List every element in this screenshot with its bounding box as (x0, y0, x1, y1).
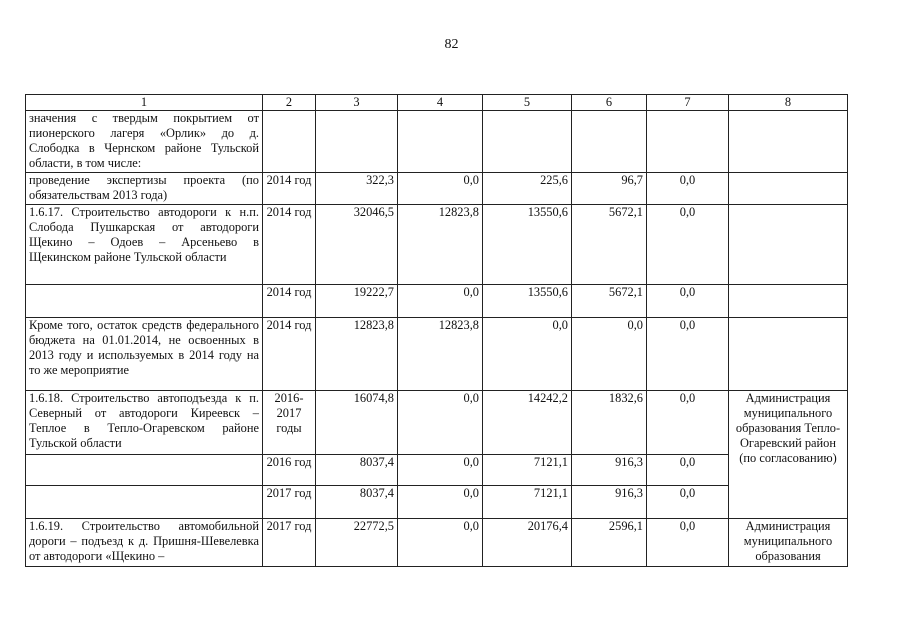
period-cell: 2017 год (263, 486, 316, 519)
value-cell: 13550,6 (483, 205, 572, 285)
value-cell: 7121,1 (483, 455, 572, 486)
responsible-cell (729, 318, 848, 391)
value-cell: 0,0 (647, 519, 729, 567)
value-cell: 0,0 (647, 455, 729, 486)
header-row (26, 95, 848, 111)
value-cell: 32046,5 (316, 205, 398, 285)
value-cell: 8037,4 (316, 455, 398, 486)
value-cell: 0,0 (647, 391, 729, 455)
value-cell: 322,3 (316, 173, 398, 205)
value-cell: 7121,1 (483, 486, 572, 519)
value-cell: 0,0 (398, 391, 483, 455)
value-cell: 14242,2 (483, 391, 572, 455)
table-row (26, 111, 848, 173)
value-cell: 19222,7 (316, 285, 398, 318)
description-cell: значения с твердым покрытием от пионерского лагеря «Орлик» до д. Слободка в Чернском районе Тульской области, в том числе: (26, 111, 263, 173)
period-cell: 2014 год (263, 205, 316, 285)
value-cell (483, 111, 572, 173)
value-cell: 225,6 (483, 173, 572, 205)
value-cell: 0,0 (647, 486, 729, 519)
value-cell: 12823,8 (316, 318, 398, 391)
period-cell: 2014 год (263, 318, 316, 391)
period-cell (263, 111, 316, 173)
value-cell: 0,0 (647, 285, 729, 318)
value-cell: 16074,8 (316, 391, 398, 455)
description-cell (26, 486, 263, 519)
table-row (26, 285, 848, 318)
value-cell: 2596,1 (572, 519, 647, 567)
header-cell: 1 (26, 95, 263, 111)
responsible-cell (729, 205, 848, 285)
table-row (26, 391, 848, 455)
value-cell: 0,0 (398, 486, 483, 519)
value-cell: 0,0 (398, 519, 483, 567)
value-cell: 916,3 (572, 486, 647, 519)
description-cell: 1.6.18. Строительство автоподъезда к п. Северный от автодороги Киреевск – Теплое в Тепло-Огаревском районе Тульской области (26, 391, 263, 455)
value-cell: 12823,8 (398, 318, 483, 391)
value-cell: 5672,1 (572, 205, 647, 285)
table-row (26, 205, 848, 285)
budget-table (25, 94, 848, 567)
value-cell: 96,7 (572, 173, 647, 205)
value-cell (316, 111, 398, 173)
value-cell (647, 111, 729, 173)
description-cell: Кроме того, остаток средств федерального бюджета на 01.01.2014, не освоенных в 2013 году и используемых в 2014 году на то же мероприятие (26, 318, 263, 391)
value-cell: 13550,6 (483, 285, 572, 318)
period-cell: 2014 год (263, 173, 316, 205)
period-cell: 2016 год (263, 455, 316, 486)
page-number: 82 (444, 37, 459, 52)
header-cell: 4 (398, 95, 483, 111)
value-cell: 5672,1 (572, 285, 647, 318)
value-cell: 22772,5 (316, 519, 398, 567)
header-cell: 6 (572, 95, 647, 111)
period-cell: 2014 год (263, 285, 316, 318)
responsible-cell (729, 111, 848, 173)
value-cell: 20176,4 (483, 519, 572, 567)
value-cell (572, 111, 647, 173)
table-row (26, 173, 848, 205)
value-cell: 0,0 (647, 173, 729, 205)
responsible-cell: Администрация муниципального образования Тепло-Огаревский район (по согласованию) (729, 391, 848, 519)
value-cell: 0,0 (398, 285, 483, 318)
period-cell: 2017 год (263, 519, 316, 567)
table-row (26, 486, 848, 519)
value-cell: 12823,8 (398, 205, 483, 285)
value-cell: 0,0 (398, 455, 483, 486)
value-cell: 1832,6 (572, 391, 647, 455)
table-row (26, 455, 848, 486)
value-cell: 0,0 (572, 318, 647, 391)
value-cell: 0,0 (483, 318, 572, 391)
description-cell (26, 455, 263, 486)
value-cell: 0,0 (398, 173, 483, 205)
description-cell: 1.6.19. Строительство автомобильной дороги – подъезд к д. Пришня-Шевелевка от автодороги «Щекино – (26, 519, 263, 567)
value-cell: 0,0 (647, 205, 729, 285)
responsible-cell (729, 173, 848, 205)
header-cell: 2 (263, 95, 316, 111)
header-cell: 3 (316, 95, 398, 111)
description-cell (26, 285, 263, 318)
header-cell: 8 (729, 95, 848, 111)
description-cell: 1.6.17. Строительство автодороги к н.п. Слобода Пушкарская от автодороги Щекино – Одоев – Арсеньево в Щекинском районе Тульской области (26, 205, 263, 285)
table-row (26, 318, 848, 391)
table-row (26, 519, 848, 567)
value-cell: 0,0 (647, 318, 729, 391)
header-cell: 7 (647, 95, 729, 111)
responsible-cell: Администрация муниципального образования (729, 519, 848, 567)
responsible-cell (729, 285, 848, 318)
header-cell: 5 (483, 95, 572, 111)
value-cell: 8037,4 (316, 486, 398, 519)
value-cell (398, 111, 483, 173)
period-cell: 2016-2017 годы (263, 391, 316, 455)
description-cell: проведение экспертизы проекта (по обязательствам 2013 года) (26, 173, 263, 205)
value-cell: 916,3 (572, 455, 647, 486)
